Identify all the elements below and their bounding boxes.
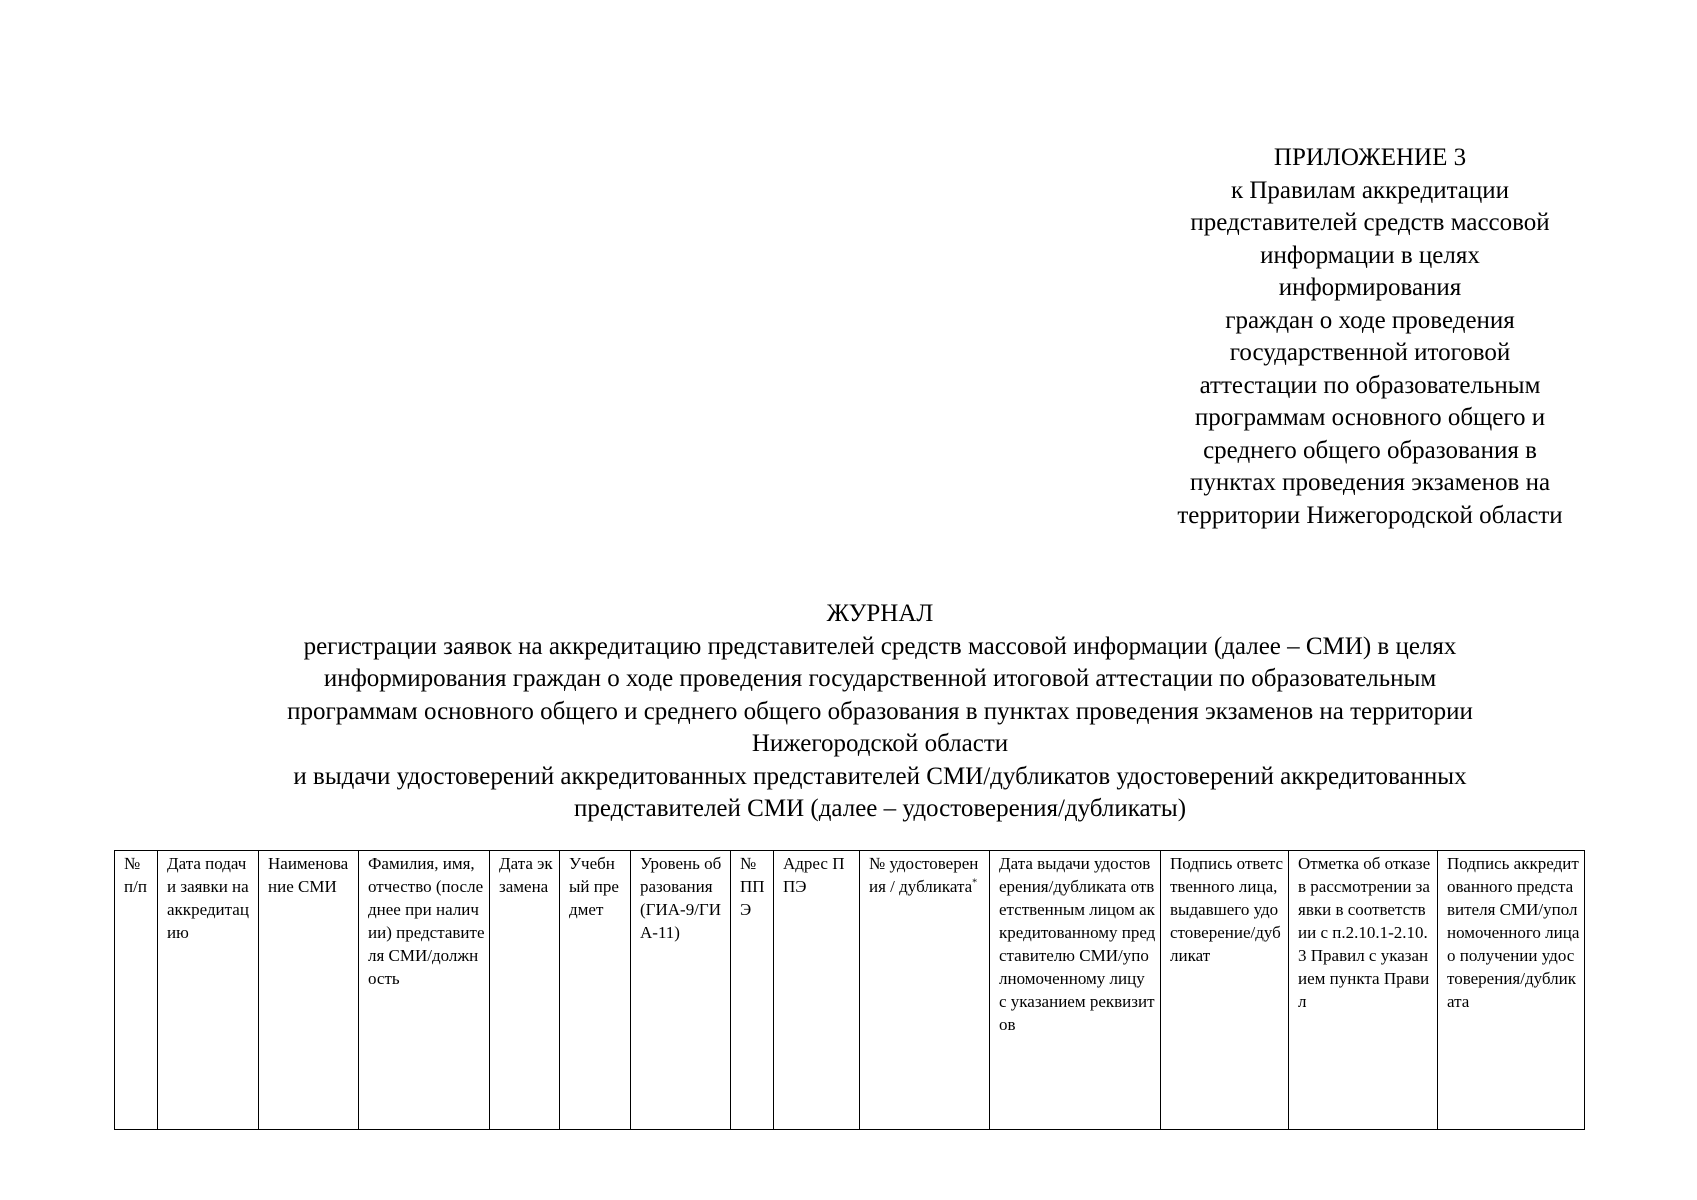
journal-subtitle-line: Нижегородской области — [751, 730, 1009, 757]
journal-title-block — [170, 598, 1590, 826]
col-header-application-date: Дата подачи заявки на аккредитацию — [158, 851, 259, 1130]
col-header-ppe-number: № ППЭ — [731, 851, 774, 1130]
col-header-education-level: Уровень образования (ГИА-9/ГИА-11) — [631, 851, 731, 1130]
col-header-recipient-signature: Подпись аккредитованного представителя СМИ/уполномоченного лица о получении удостоверения/дубликата — [1438, 851, 1585, 1130]
appendix-line: ПРИЛОЖЕНИЕ 3 — [1273, 144, 1467, 171]
journal-title: ЖУРНАЛ — [826, 600, 934, 627]
journal-subtitle-line: информирования граждан о ходе проведения государственной итоговой аттестации по образовательным — [323, 665, 1437, 692]
col-header-exam-date: Дата экзамена — [490, 851, 560, 1130]
col-header-issuer-signature: Подпись ответственного лица, выдавшего удостоверение/дубликат — [1161, 851, 1289, 1130]
col-header-certificate-number — [860, 851, 990, 1130]
col-header-subject: Учебный предмет — [560, 851, 631, 1130]
appendix-line: государственной итоговой — [1229, 339, 1511, 366]
journal-subtitle-line: и выдачи удостоверений аккредитованных представителей СМИ/дубликатов удостоверений аккредитованных — [293, 762, 1467, 790]
appendix-line: пунктах проведения экзаменов на — [1189, 469, 1551, 496]
appendix-line: к Правилам аккредитации — [1230, 176, 1510, 204]
appendix-line: среднего общего образования в — [1203, 436, 1537, 464]
registration-table — [114, 850, 1585, 1130]
col-header-representative-name: Фамилия, имя, отчество (последнее при наличии) представителя СМИ/должность — [359, 851, 490, 1130]
col-header-issue-date: Дата выдачи удостоверения/дубликата ответственным лицом аккредитованному представителю СМИ/уполномоченному лицу с указанием реквизитов — [990, 851, 1161, 1130]
appendix-line: граждан о ходе проведения — [1225, 306, 1515, 334]
appendix-heading — [1130, 142, 1610, 532]
journal-subtitle-line: программам основного общего и среднего общего образования в пунктах проведения экзаменов на территории — [287, 697, 1473, 725]
appendix-line: информации в целях — [1260, 241, 1480, 269]
table-header-row — [115, 851, 1585, 1130]
journal-subtitle-line: регистрации заявок на аккредитацию представителей средств массовой информации (далее – СМИ) в целях — [303, 632, 1457, 660]
appendix-line: программам основного общего и — [1194, 404, 1546, 431]
appendix-line: территории Нижегородской области — [1177, 501, 1563, 529]
appendix-line: представителей средств массовой — [1190, 209, 1550, 236]
appendix-line: аттестации по образовательным — [1199, 371, 1541, 399]
col-header-certificate-number-text: № удостоверения / дубликата — [869, 854, 979, 896]
appendix-line: информирования — [1278, 274, 1462, 301]
footnote-mark: * — [972, 877, 978, 889]
col-header-media-name: Наименование СМИ — [259, 851, 359, 1130]
col-header-ppe-address: Адрес ППЭ — [774, 851, 860, 1130]
col-header-number: № п/п — [115, 851, 158, 1130]
col-header-refusal-mark: Отметка об отказе в рассмотрении заявки в соответствии с п.2.10.1-2.10.3 Правил с указанием пункта Правил — [1289, 851, 1438, 1130]
journal-subtitle-line: представителей СМИ (далее – удостоверения/дубликаты) — [573, 795, 1187, 822]
